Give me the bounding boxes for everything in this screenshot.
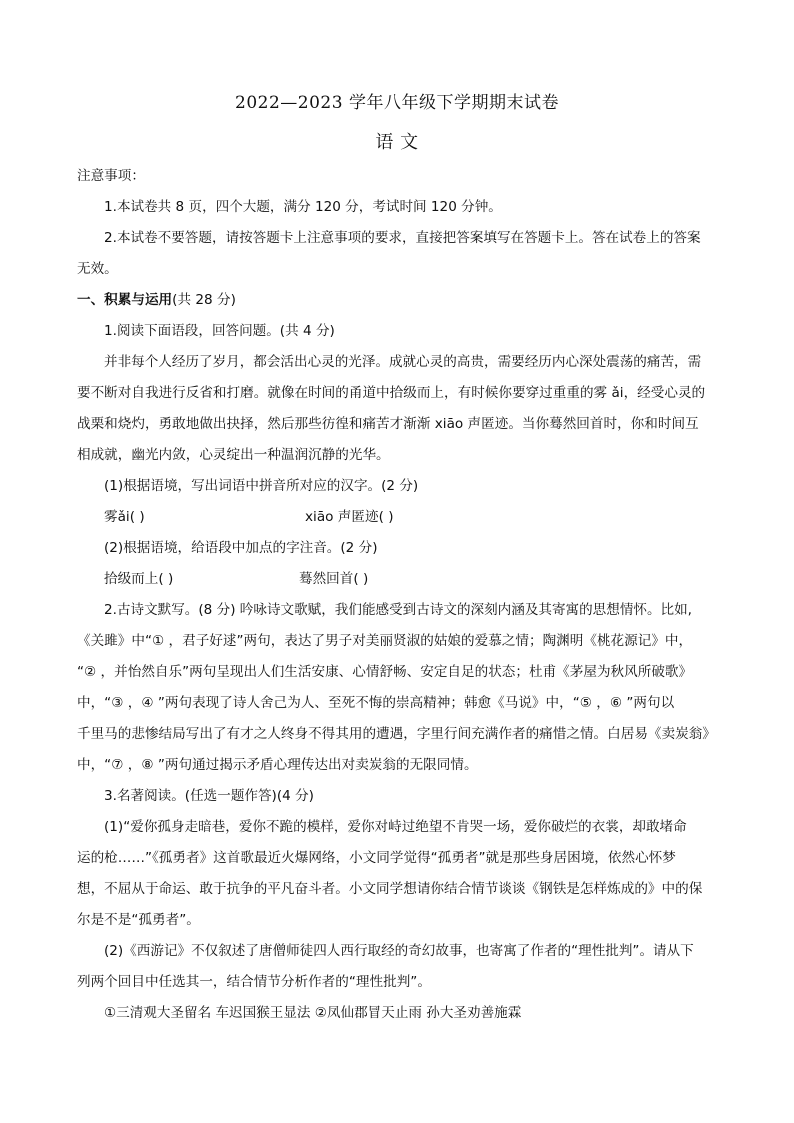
question-3-2-line: 列两个回目中任选其一，结合情节分析作者的“理性批判”。 [77,974,431,990]
passage-line: 战栗和烧灼，勇敢地做出抉择，然后那些彷徨和痛苦才渐渐 xiāo 声匿迹。当你蓦然回首时，你和时间互 [77,416,699,432]
question-1-1-blank-b: xiāo 声匿迹( ) [305,509,394,525]
passage-line: 并非每个人经历了岁月，都会活出心灵的光泽。成就心灵的高贵，需要经历内心深处震荡的痛苦，需 [104,354,702,370]
question-1-2-blank-a: 拾级而上( ) [104,571,174,587]
notice-heading: 注意事项： [77,168,145,184]
exam-title: 2022—2023 学年八年级下学期期末试卷 [235,93,559,113]
passage-line: 相成就，幽光内敛，心灵绽出一种温润沉静的光华。 [77,447,390,463]
question-3-1-line: 尔是不是“孤勇者”。 [77,912,200,928]
question-2-line: 中，“⑦ ，⑧ ”两句通过揭示矛盾心理传达出对卖炭翁的无限同情。 [77,757,478,773]
question-1-2-blank-b: 蓦然回首( ) [299,571,369,587]
notice-item-1: 1.本试卷共 8 页，四个大题，满分 120 分，考试时间 120 分钟。 [104,199,502,215]
subject-title: 语 文 [375,132,419,153]
question-2-line: 千里马的悲惨结局写出了有才之人终身不得其用的遭遇，字里行间充满作者的痛惜之情。白居易《卖炭翁》 [77,726,716,742]
section-1-title: 一、积累与运用 [77,292,173,308]
section-1-points: (共 28 分) [172,292,236,308]
section-1-heading [77,292,717,308]
question-2-line: 《关雎》中“① ，君子好逑”两句，表达了男子对美丽贤淑的姑娘的爱慕之情；陶渊明《桃花源记》中， [77,633,693,649]
question-1-heading: 1.阅读下面语段，回答问题。(共 4 分) [104,323,335,339]
notice-item-2-line-2: 无效。 [77,261,118,277]
question-3-1-line: (1)“爱你孤身走暗巷，爱你不跪的模样，爱你对峙过绝望不肯哭一场，爱你破烂的衣裳，却敢堵命 [104,819,687,835]
question-3-2-options: ①三清观大圣留名 车迟国猴王显法 ②凤仙郡冒天止雨 孙大圣劝善施霖 [104,1005,522,1021]
question-2-line: “② ，并怡然自乐”两句呈现出人们生活安康、心情舒畅、安定自足的状态；杜甫《茅屋为秋风所破歌》 [77,664,693,680]
passage-line: 要不断对自我进行反省和打磨。就像在时间的甬道中拾级而上，有时候你要穿过重重的雾 ǎi，经受心灵的 [77,385,706,401]
question-3-2-line: (2)《西游记》不仅叙述了唐僧师徒四人西行取经的奇幻故事，也寄寓了作者的“理性批判”。请从下 [104,943,694,959]
notice-item-2-line-1: 2.本试卷不要答题，请按答题卡上注意事项的要求，直接把答案填写在答题卡上。答在试卷上的答案 [104,230,701,246]
question-1-1-blank-a: 雾ǎi( ) [104,509,145,525]
question-2-line: 2.古诗文默写。(8 分) 吟咏诗文歌赋，我们能感受到古诗文的深刻内涵及其寄寓的思想情怀。比如, [104,602,692,618]
question-3-1-line: 想，不屈从于命运、敢于抗争的平凡奋斗者。小文同学想请你结合情节谈谈《钢铁是怎样炼成的》中的保 [77,881,703,897]
question-3-1-line: 运的枪……”《孤勇者》这首歌最近火爆网络，小文同学觉得“孤勇者”就是那些身居困境，依然心怀梦 [77,850,676,866]
question-2-line: 中，“③ ，④ ”两句表现了诗人舍己为人、至死不悔的崇高精神；韩愈《马说》中，“⑤ ，⑥ ”两句以 [77,695,675,711]
question-1-2: (2)根据语境，给语段中加点的字注音。(2 分) [104,540,378,556]
question-1-1: (1)根据语境，写出词语中拼音所对应的汉字。(2 分) [104,478,419,494]
question-3-heading: 3.名著阅读。(任选一题作答)(4 分) [104,788,314,804]
